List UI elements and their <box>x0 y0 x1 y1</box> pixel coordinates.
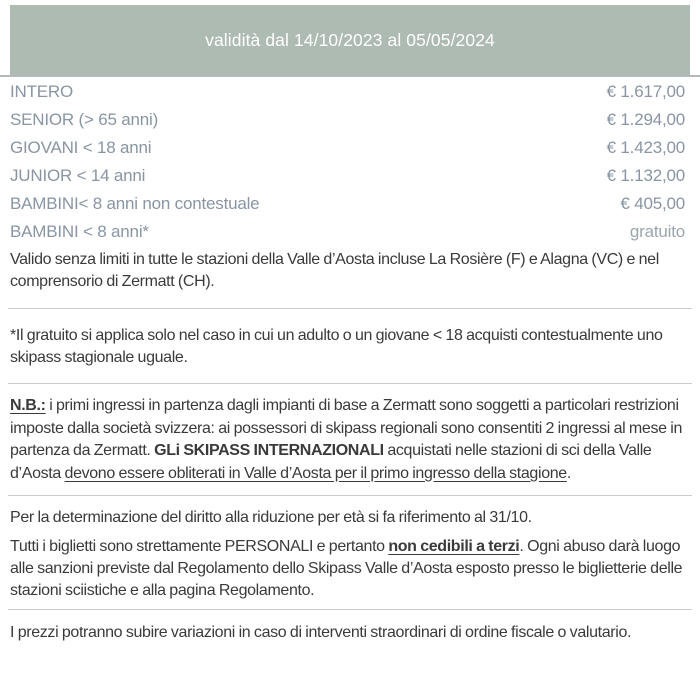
personal-tickets-note: Tutti i biglietti sono strettamente PERSONALI e pertanto non cedibili a terzi. Ogni abuso darà luogo alle sanzioni previste dal Regolamento dello Skipass Valle d’Aosta esposto presso le biglietterie delle stazioni sciistiche e alla pagina Regolamento. <box>10 538 683 599</box>
table-row <box>10 134 690 162</box>
price-value: € 1.423,00 <box>606 138 685 157</box>
price-value: € 1.294,00 <box>606 110 685 129</box>
price-value: gratuito <box>629 222 685 241</box>
price-value: € 1.617,00 <box>606 82 685 101</box>
table-row <box>10 78 690 106</box>
price-table <box>10 78 690 246</box>
price-value: € 405,00 <box>620 194 685 213</box>
table-row <box>10 190 690 218</box>
section-divider <box>8 609 692 610</box>
price-variation-note: I prezzi potranno subire variazioni in caso di interventi straordinari di ordine fiscale o valutario. <box>10 624 632 641</box>
category-label: SENIOR (> 65 anni) <box>10 110 159 129</box>
nb-note: N.B.: i primi ingressi in partenza dagli impianti di base a Zermatt sono soggetti a particolari restrizioni imposte dalla società svizzera: ai possessori di skipass regionali sono consentiti 2 ingressi al mese in partenza da Zermatt. GLi SKIPASS INTERNAZIONALI acquistati nelle stazioni di sci della Valle d’Aosta devono essere obliterati in Valle d’Aosta per il primo ingresso della stagione. <box>10 397 682 482</box>
table-row <box>10 162 690 190</box>
category-label: BAMBINI < 8 anni* <box>10 222 149 241</box>
section-divider <box>8 383 692 384</box>
section-divider <box>8 308 692 309</box>
price-value: € 1.132,00 <box>606 166 685 185</box>
free-skipass-note: *Il gratuito si applica solo nel caso in cui un adulto o un giovane < 18 acquisti contestualmente uno skipass stagionale uguale. <box>10 327 663 366</box>
table-row <box>10 218 690 246</box>
notes-section <box>0 249 700 644</box>
section-divider <box>8 495 692 496</box>
header-divider <box>0 75 700 77</box>
validity-note: Valido senza limiti in tutte le stazioni della Valle d’Aosta incluse La Rosière (F) e Alagna (VC) e nel comprensorio di Zermatt (CH). <box>10 251 659 290</box>
category-label: GIOVANI < 18 anni <box>10 138 152 157</box>
category-label: BAMBINI< 8 anni non contestuale <box>10 194 260 213</box>
validity-label: validità dal 14/10/2023 al 05/05/2024 <box>205 29 495 50</box>
category-label: JUNIOR < 14 anni <box>10 166 146 185</box>
table-row <box>10 106 690 134</box>
validity-header-bar <box>10 5 690 75</box>
age-reference-note: Per la determinazione del diritto alla riduzione per età si fa riferimento al 31/10. <box>10 509 532 526</box>
category-label: INTERO <box>10 82 74 101</box>
